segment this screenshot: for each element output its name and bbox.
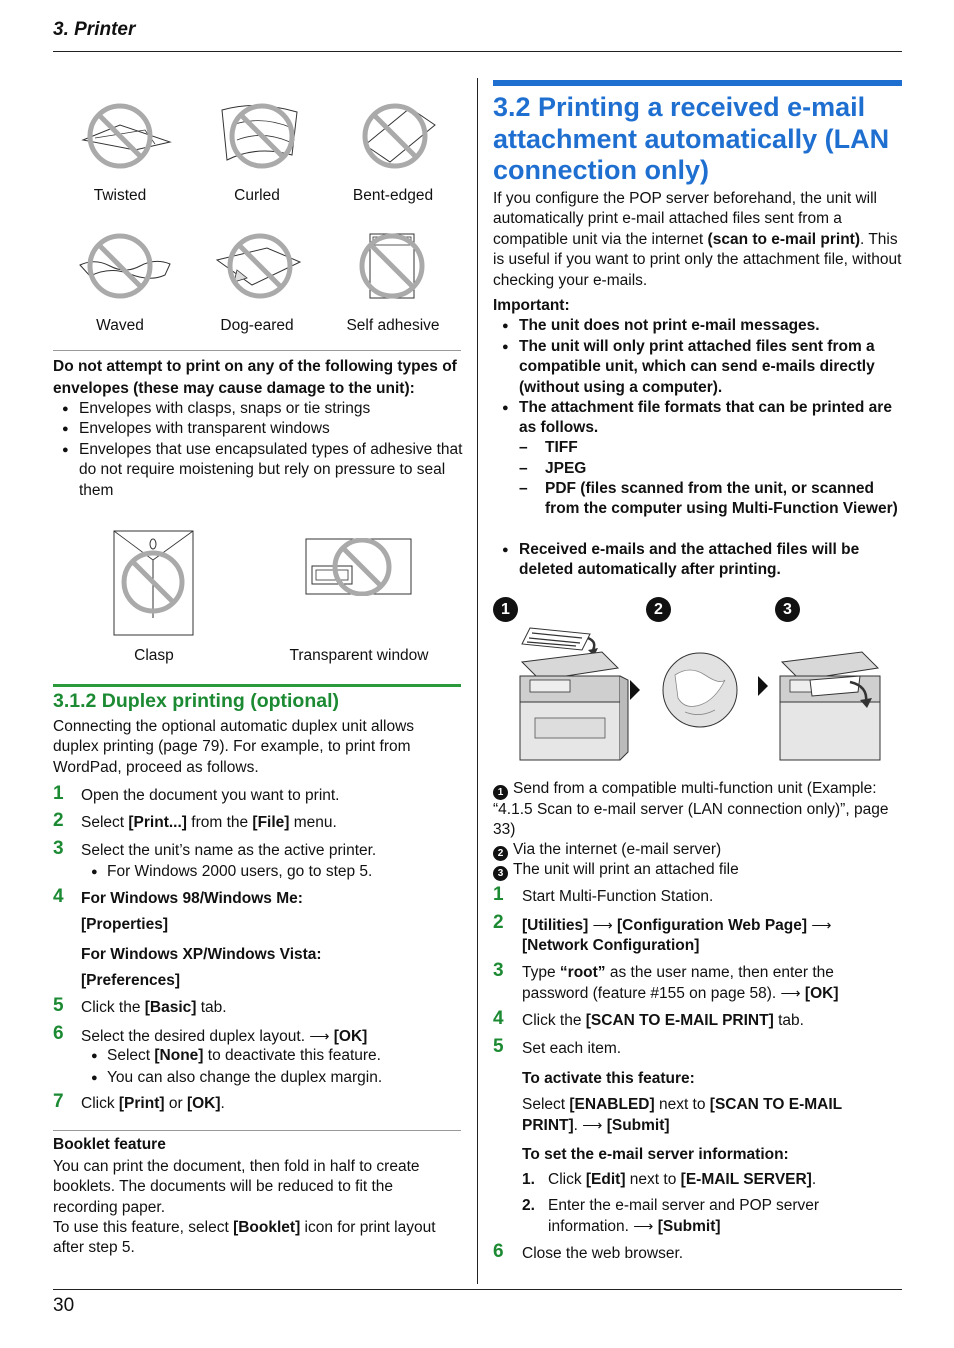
dash: – bbox=[519, 439, 528, 456]
format-item: TIFF bbox=[545, 439, 578, 456]
sub-step-number: 1. bbox=[522, 1171, 535, 1188]
email-step-6: Close the web browser. bbox=[522, 1245, 684, 1262]
bullet: ● bbox=[62, 444, 69, 456]
email-server-ref[interactable]: [E-MAIL SERVER] bbox=[680, 1171, 812, 1188]
step-number: 3 bbox=[53, 838, 64, 859]
scan-to-email-diagram bbox=[510, 620, 890, 770]
activate-feature-text: Select [ENABLED] next to [SCAN TO E-MAIL PRINT]. ⟶ [Submit] bbox=[522, 1096, 842, 1135]
duplex-step-7: Click [Print] or [OK]. bbox=[81, 1095, 225, 1112]
caption-self-adhesive: Self adhesive bbox=[346, 317, 440, 334]
duplex-step-1: Open the document you want to print. bbox=[81, 787, 340, 804]
arrow-right-icon: ⟶ bbox=[309, 1028, 330, 1044]
caption-waved: Waved bbox=[96, 317, 144, 334]
clasp-envelope-figure bbox=[113, 530, 195, 638]
arrow-right-icon: ⟶ bbox=[633, 1218, 654, 1235]
windows-98-me-label: For Windows 98/Windows Me: bbox=[81, 890, 303, 907]
header-rule bbox=[53, 51, 902, 52]
config-web-page-ref[interactable]: [Configuration Web Page] bbox=[617, 917, 808, 934]
email-step-2 bbox=[522, 915, 831, 936]
print-button-ref[interactable]: [Print] bbox=[118, 1095, 165, 1112]
duplex-step-3-sub: For Windows 2000 users, go to step 5. bbox=[107, 863, 373, 880]
step-number: 4 bbox=[53, 886, 64, 907]
section-rule bbox=[53, 1130, 461, 1131]
duplex-heading-rule bbox=[53, 684, 461, 687]
window-envelope-figure bbox=[305, 538, 413, 596]
step-number: 4 bbox=[493, 1008, 504, 1029]
booklet-heading: Booklet feature bbox=[53, 1136, 166, 1153]
caption-dog-eared: Dog-eared bbox=[220, 317, 294, 334]
enabled-option-ref[interactable]: [ENABLED] bbox=[569, 1096, 655, 1113]
duplex-step-6: Select the desired duplex layout. ⟶ [OK] bbox=[81, 1028, 368, 1045]
caption-transparent-window: Transparent window bbox=[289, 647, 429, 664]
document-sheet-icon bbox=[522, 628, 598, 656]
dash: – bbox=[519, 480, 528, 497]
windows-xp-vista-label: For Windows XP/Windows Vista: bbox=[81, 946, 322, 963]
email-step-1: Start Multi-Function Station. bbox=[522, 888, 714, 905]
important-label: Important: bbox=[493, 297, 570, 314]
dash: – bbox=[519, 460, 528, 477]
dog-eared-envelope-figure bbox=[212, 230, 312, 305]
receiving-printer-icon bbox=[780, 652, 880, 760]
bullet: ● bbox=[502, 402, 509, 414]
ok-button-ref[interactable]: [OK] bbox=[186, 1095, 221, 1112]
file-menu[interactable]: [File] bbox=[252, 814, 290, 831]
step-number: 6 bbox=[493, 1241, 504, 1262]
warning-item: Envelopes with clasps, snaps or tie strings bbox=[79, 400, 371, 417]
properties-button-ref[interactable]: [Properties] bbox=[81, 916, 168, 933]
column-divider bbox=[477, 78, 478, 1284]
bullet: ● bbox=[91, 866, 98, 878]
diagram-legend-2: 2 Via the internet (e-mail server) bbox=[493, 840, 721, 861]
activate-feature-label: To activate this feature: bbox=[522, 1070, 695, 1087]
duplex-step-3: Select the unit’s name as the active printer. bbox=[81, 842, 377, 859]
waved-envelope-figure bbox=[75, 230, 175, 305]
duplex-step-6-sub1: Select [None] to deactivate this feature. bbox=[107, 1047, 381, 1064]
warning-item: Envelopes that use encapsulated types of adhesive that do not require moistening but rely on pressure to seal them bbox=[79, 441, 463, 499]
arrow-right-icon: ⟶ bbox=[780, 985, 801, 1002]
format-item: JPEG bbox=[545, 460, 587, 477]
bullet: ● bbox=[91, 1072, 98, 1084]
step-number: 2 bbox=[53, 810, 64, 831]
section-heading-rule bbox=[493, 80, 902, 86]
step-number: 5 bbox=[493, 1036, 504, 1057]
duplex-heading: 3.1.2 Duplex printing (optional) bbox=[53, 690, 340, 712]
utilities-menu-ref[interactable]: [Utilities] bbox=[522, 917, 589, 934]
step-number: 5 bbox=[53, 995, 64, 1016]
page-number: 30 bbox=[53, 1295, 75, 1316]
diagram-legend-3: 3 The unit will print an attached file bbox=[493, 860, 739, 881]
diagram-number: 2 bbox=[646, 597, 671, 622]
caption-curled: Curled bbox=[234, 187, 280, 204]
important-item: The unit will only print attached files sent from a compatible unit, which can send e-mails directly (without using a computer). bbox=[519, 338, 875, 396]
duplex-step-2: Select [Print...] from the [File] menu. bbox=[81, 814, 337, 831]
section-heading: 3.2 Printing a received e-mail attachment automatically (LAN connection only) bbox=[493, 92, 890, 185]
ok-button-ref[interactable]: [OK] bbox=[333, 1028, 368, 1045]
bullet: ● bbox=[502, 341, 509, 353]
sub-step-number: 2. bbox=[522, 1197, 535, 1214]
step-number: 3 bbox=[493, 960, 504, 981]
arrow-right-icon: ⟶ bbox=[582, 1117, 603, 1134]
diagram-legend-1: 1 Send from a compatible multi-function unit (Example: “4.1.5 Scan to e-mail server (LAN connection only)”, page 33) bbox=[493, 780, 889, 839]
footer-rule bbox=[53, 1289, 902, 1290]
duplex-step-6-sub2: You can also change the duplex margin. bbox=[107, 1069, 383, 1086]
none-option-ref[interactable]: [None] bbox=[154, 1047, 204, 1064]
caption-twisted: Twisted bbox=[93, 187, 147, 204]
email-step-5-sub2: Enter the e-mail server and POP server information. ⟶ [Submit] bbox=[548, 1197, 820, 1236]
email-step-3: Type “root” as the user name, then enter the password (feature #155 on page 58). ⟶ [OK] bbox=[522, 964, 839, 1003]
step-number: 1 bbox=[493, 884, 504, 905]
step-number: 7 bbox=[53, 1091, 64, 1112]
important-item: Received e-mails and the attached files will be deleted automatically after printing. bbox=[519, 541, 860, 579]
caption-bent-edged: Bent-edged bbox=[352, 187, 434, 204]
warning-item: Envelopes with transparent windows bbox=[79, 420, 330, 437]
bullet: ● bbox=[91, 1050, 98, 1062]
important-item: The unit does not print e-mail messages. bbox=[519, 317, 820, 334]
internet-globe-icon bbox=[663, 653, 737, 727]
diagram-number: 1 bbox=[493, 597, 518, 622]
envelope-warning-heading: Do not attempt to print on any of the following types of envelopes (these may cause damage to the unit): bbox=[53, 358, 457, 397]
format-item: PDF (files scanned from the unit, or scanned from the computer using Multi-Function Viewer) bbox=[545, 480, 898, 518]
curled-envelope-figure bbox=[212, 100, 312, 175]
bullet: ● bbox=[502, 320, 509, 332]
email-step-5: Set each item. bbox=[522, 1040, 622, 1057]
section-header: 3. Printer bbox=[53, 19, 136, 40]
diagram-number: 3 bbox=[775, 597, 800, 622]
email-step-5-sub1: Click [Edit] next to [E-MAIL SERVER]. bbox=[548, 1171, 817, 1188]
ok-button-ref[interactable]: [OK] bbox=[804, 985, 839, 1003]
email-step-4: Click the [SCAN TO E-MAIL PRINT] tab. bbox=[522, 1012, 804, 1029]
basic-tab-ref[interactable]: [Basic] bbox=[144, 999, 197, 1016]
important-item: The attachment file formats that can be printed are as follows. bbox=[519, 399, 892, 437]
booklet-instruction: To use this feature, select [Booklet] icon for print layout after step 5. bbox=[53, 1219, 436, 1257]
network-config-ref[interactable]: [Network Configuration] bbox=[522, 937, 700, 954]
bullet: ● bbox=[62, 403, 69, 415]
section-intro: If you configure the POP server beforehand, the unit will automatically print e-mail attached files sent from a compatible unit via the internet (scan to e-mail print). This is useful if you want to print only the attachment file, without checking your e-mails. bbox=[493, 190, 902, 289]
edit-button-ref[interactable]: [Edit] bbox=[585, 1171, 626, 1188]
section-rule bbox=[53, 350, 461, 351]
bullet: ● bbox=[502, 544, 509, 556]
bullet: ● bbox=[62, 423, 69, 435]
step-number: 6 bbox=[53, 1023, 64, 1044]
scan-to-email-print-tab-ref[interactable]: [SCAN TO E-MAIL PRINT] bbox=[585, 1012, 774, 1029]
booklet-icon-ref[interactable]: [Booklet] bbox=[233, 1219, 301, 1236]
bent-edged-envelope-figure bbox=[350, 100, 450, 175]
email-server-info-label: To set the e-mail server information: bbox=[522, 1146, 789, 1163]
booklet-text: You can print the document, then fold in half to create booklets. The documents will be reduced to fit the recording paper. bbox=[53, 1158, 420, 1216]
preferences-button-ref[interactable]: [Preferences] bbox=[81, 972, 181, 989]
multi-function-printer-icon bbox=[520, 652, 628, 760]
step-number: 1 bbox=[53, 783, 64, 804]
arrow-right-icon: ⟶ bbox=[592, 917, 613, 933]
arrow-right-icon: ⟶ bbox=[811, 917, 832, 933]
submit-button-ref[interactable]: [Submit] bbox=[657, 1218, 721, 1236]
duplex-intro: Connecting the optional automatic duplex unit allows duplex printing (page 79). For example, to print from WordPad, proceed as follows. bbox=[53, 718, 415, 776]
print-menu-item[interactable]: [Print...] bbox=[128, 814, 187, 831]
submit-button-ref[interactable]: [Submit] bbox=[606, 1117, 670, 1135]
duplex-step-5: Click the [Basic] tab. bbox=[81, 999, 227, 1016]
caption-clasp: Clasp bbox=[134, 647, 174, 664]
step-number: 2 bbox=[493, 912, 504, 933]
twisted-envelope-figure bbox=[75, 100, 175, 175]
self-adhesive-envelope-figure bbox=[355, 230, 435, 305]
